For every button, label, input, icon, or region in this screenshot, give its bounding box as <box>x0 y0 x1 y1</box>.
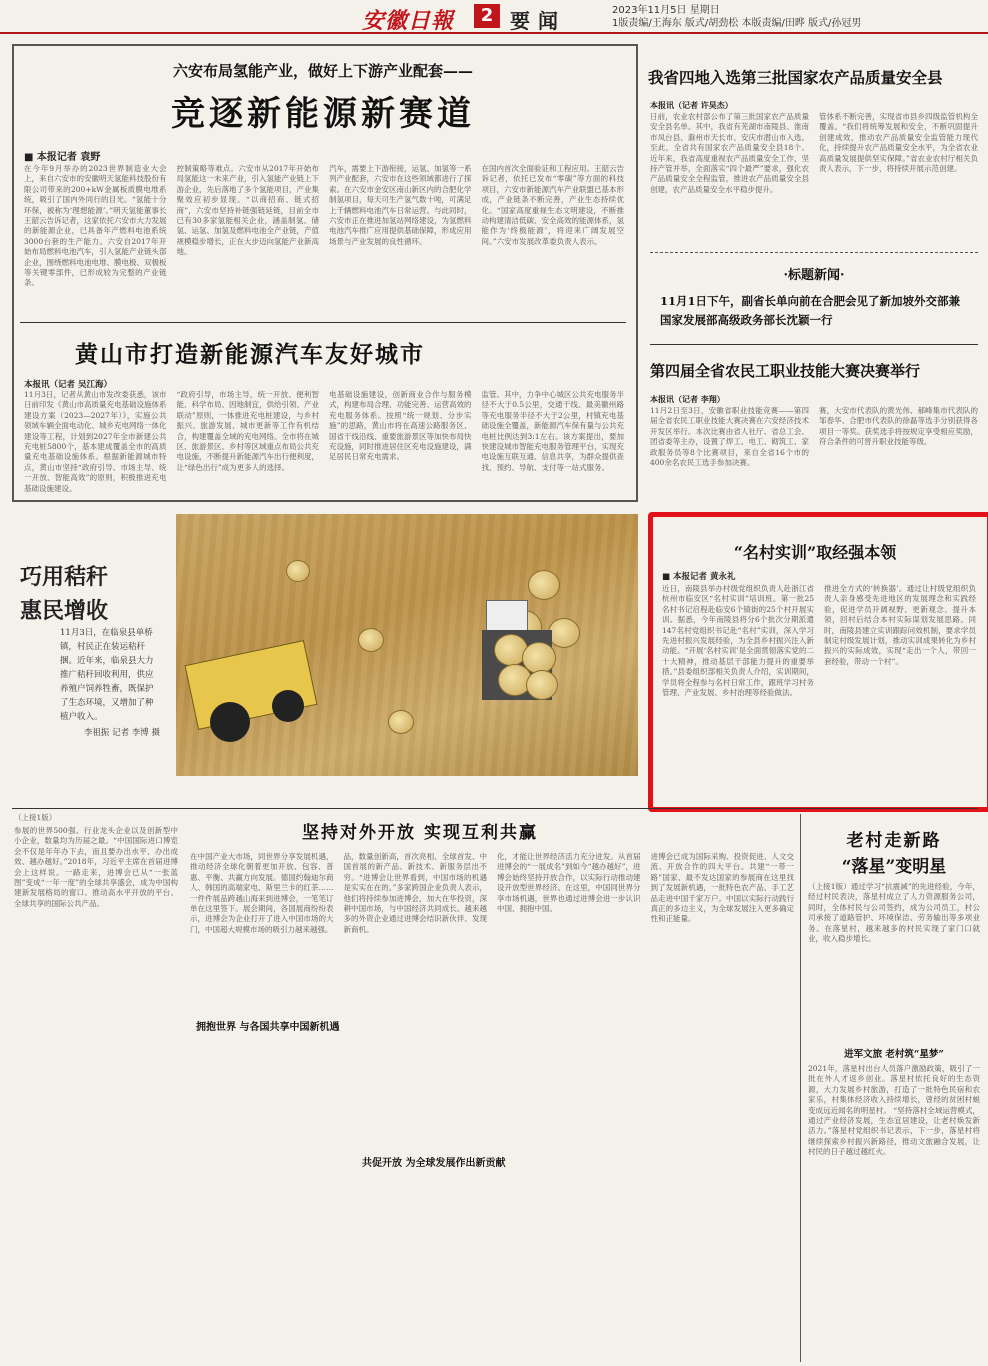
bottom-divider <box>12 808 978 809</box>
lead-story-title: 竞逐新能源新赛道 <box>171 94 475 134</box>
brief-news-rule <box>650 252 978 253</box>
quality-county-col-2: 管体系不断完善，实现省市县乡四级监管机构全覆盖。“我们将统筹发展和安全，不断巩固提升创建成效，推动农产品质量安全监管能力现代化，持续提升农产品质量安全水平，为全省农业高质量发展提供坚实保障。”省农业农村厅相关负责人表示，下一步，将持续开展示范创建。 <box>819 112 978 174</box>
village-subhead: 进军文旅 老村筑“星梦” <box>844 1049 944 1060</box>
huangshan-story-body <box>24 390 624 492</box>
opening-story-col-2: 在中国产业大市场，同世界分享发展机遇，推动经济全球化朝着更加开放、包容、普惠、平衡、共赢方向发展。德国约翰迪尔商人、韩国的高端家电、斯里兰卡的红茶……一件件展品跨越山海来到进博会，一笔笔订单在这里签下。展会期间，各国展商纷纷表示，进博会为企业打开了进入中国市场的大门，中国超大规模市场的吸引力越来越强。 <box>190 852 334 934</box>
featured-story-body <box>662 584 976 792</box>
huangshan-story-title: 黄山市打造新能源汽车友好城市 <box>75 341 425 368</box>
featured-story-col-2: 推进全方式的‘转换器’。通过让村级党组织负责人亲身感受先进地区的发展理念和实践经验，促进学员开阔视野、更新观念、提升本领，回村后结合本村实际谋划发展思路。同时，南陵县建立实训跟踪问效机制，要求学员制定村级发展计划，推动实训成果转化为乡村振兴的实际成效，实现“走出一个人，带回一套经验，带动一个村”。 <box>824 584 976 666</box>
village-story-col-1: （上接1版）通过学习“抗震减”的先进经验，今年，经过村民表决，落星村成立了人力资源服务公司，同时，全体村民与公司签约，成为公司员工，村公司承接了道路管护、环境保洁、劳务输出等多项业务。在落星村，越来越多的村民实现了家门口就业，收入稳步增长。 <box>808 882 980 944</box>
lead-story-col-4: 在国内首次全面验证和工程应用。王韶云告诉记者，依托已发布“零碳”等方面的科技项目，六安市新能源汽车产业联盟已基本形成，产业链条不断完善，产业生态持续优化。“国家高度重视生态文明建设，不断推动构建清洁低碳、安全高效的能源体系，氢能作为‘终极能源’，将迎来广阔发展空间。”六安市发展改革委负责人表示。 <box>481 164 624 246</box>
village-divider <box>800 814 801 1362</box>
quality-county-byline: 本报讯（记者 许昊杰） <box>650 101 733 110</box>
issue-date: 2023年11月5日 星期日 <box>612 5 720 16</box>
opening-story-col-5: 进博会已成为国际采购、投资促进、人文交流、开放合作的四大平台。共建“一带一路”国家、最不发达国家的参展商在这里找到了发展新机遇，一批特色农产品、手工艺品走进中国千家万户。中国以实际行动践行真正的多边主义，为全球发展注入更多确定性和正能量。 <box>650 852 794 924</box>
lead-story-divider <box>20 322 626 323</box>
skills-contest-col-2: 赛，大安市代表队的黄光伟、郝峰集市代表队的邹春华、合肥市代表队的徐磊等选手分别获得各项目一等奖。获奖选手将按规定享受相应奖励，符合条件的可晋升职业技能等级。 <box>819 406 978 447</box>
opening-story-body-right <box>190 852 794 1362</box>
village-story-para-3: “坚持落村全域运营模式，通过产业经济发展，生态宜居建设，让老村焕发新活力。”落星村党组织书记表示，下一步，落星村将继续探索乡村振兴新路径，推动文旅融合发展，让村民的日子越过越红火。 <box>808 1105 980 1157</box>
opening-story-col-4: 化，才能让世界经济活力充分迸发。从首届进博会的“一展成名”到如今“越办越好”，进博会始终坚持开放合作，以实际行动推动建设开放型世界经济。在这里，中国同世界分享市场机遇，世界也通过进博会进一步认识中国、拥抱中国。 <box>497 852 641 914</box>
huangshan-story-col-4: 监管。其中，力争中心城区公共充电服务半径不大于0.5公里，交通干线、最美徽州路等充电服务半径不大于2公里，村镇充电基础设施全覆盖，新能源汽车保有量与公共充电桩比例达到3:1左右。该方案提出，要加快建设城市智能充电服务管理平台，实现充电设施互联互通、信息共享，为群众提供查找、预约、导航、支付等一站式服务。 <box>481 390 624 472</box>
skills-contest-col-1: 11月2日至3日，安徽省职业技能竞赛——第四届全省农民工职业技能大赛决赛在六安经济技术开发区举行。本次比赛由省人社厅、省总工会、团省委等主办，设置了焊工、电工、砌筑工、家政服务员等8个比赛项目，来自全省16个市的400余名农民工选手参加决赛。 <box>650 406 809 468</box>
village-story-col-2 <box>808 1064 980 1362</box>
huangshan-story-byline: 本报讯（记者 吴江海） <box>24 380 112 390</box>
right-divider <box>650 344 978 345</box>
tractor-wheel <box>272 690 304 722</box>
photo-caption <box>60 626 160 740</box>
village-story-para-2: 2021年，落星村出台人员落户激励政策，吸引了一批在外人才返乡创业。落星村依托良好的生态资源，大力发展乡村旅游，打造了一批特色民宿和农家乐，村集体经济收入持续增长，曾经的贫困村蜕变成远近闻名的明星村。 <box>808 1064 980 1115</box>
photo-title-line-1: 巧用秸秆 <box>20 564 109 590</box>
newspaper-brand: 安徽日報 <box>362 8 455 34</box>
quality-county-body <box>650 112 978 232</box>
village-story-body <box>808 882 980 1042</box>
lead-story-byline: ■ 本报记者 袁野 <box>24 152 101 163</box>
dateline <box>612 4 982 30</box>
opening-story-col-3: 品，数量创新高，首次亮相、全球首发、中国首展的新产品、新技术、新服务层出不穷。“进博会让世界看到，中国市场的机遇是实实在在的。”多家跨国企业负责人表示，他们将持续参加进博会，加大在华投资，深耕中国市场，与中国经济共同成长。越来越多的外资企业通过进博会结识新伙伴、发现新商机。 <box>343 852 487 934</box>
featured-story-col-1: 近日，南陵县举办村级党组织负责人赴浙江省杭州市临安区“名村实训”培训班。第一批25名村书记启程赴临安6个镇街的25个村开展实训。据悉，今年南陵县将分6个批次分期派遣147名村党组织书记赴“名村”实训，深入学习先进村振兴发展经验，为全县乡村振兴注入新动能。“开展‘名村实训’是全面贯彻落实党的二十大精神，推动基层干部能力提升的重要举措。”县委组织部相关负责人介绍，实训期间，学员将全程参与名村日常工作，跟班学习村务管理、产业发展、乡村治理等经验做法。 <box>662 584 814 698</box>
village-story-title-1: 老村走新路 <box>846 831 942 851</box>
tractor-wheel <box>210 702 250 742</box>
brief-news-label: ·标题新闻· <box>650 264 978 283</box>
truck-cab <box>486 600 528 632</box>
village-story-body-2 <box>808 1064 980 1362</box>
page-number: 2 <box>474 4 500 28</box>
huangshan-story-col-3: 电基础设施建设，创新商业合作与服务模式，构建布局合理、功能完善、运营高效的充电服务体系。按照“统一规划、分步实施”的思路，黄山市将在高速公路服务区、国省干线沿线、重要旅游景区等加快布局快充设施，同时推进居住区充电设施建设，满足居民日常充电需求。 <box>329 390 472 462</box>
photo-credit: 李祖振 记者 李博 摄 <box>83 728 160 738</box>
huangshan-story-col-1: 11月3日，记者从黄山市发改委获悉，该市日前印发《黄山市高质量充电基础设施体系建设方案（2023—2027年）》，实施公共领域车辆全面电动化、城乡充电网络一体化建设等工程，计划到2027年全市新建公共充电桩5800个，基本建成覆盖全市的高质量充电基础设施体系。根据新能源城市特点，黄山市坚持“政府引导、市场主导、统一开放、智能高效”的原则，积极推进充电基础设施建设。 <box>24 390 167 492</box>
opening-story-title: 坚持对外开放 实现互利共赢 <box>302 823 538 843</box>
lead-story-body <box>24 164 624 312</box>
lead-story-col-1: 在今年9月举办的2023世界制造业大会上，来自六安市的安徽明天氢能科技股份有限公司带来的200+kW金属板质膜电堆系统，吸引了国内外同行的目光。“氢能十分环保，被称为‘理想能源’。”明天氢能董事长王韶云告诉记者，这家依托六安市大力发展的新能源企业，已具备年产燃料电池系统3000台套的生产能力。六安自2017年开始布局燃料电池汽车，引入氢能产业链头部企业，围绕燃料电池电堆、膜电极、双极板等关键零部件，已形成较为完整的产业链条。 <box>24 164 167 288</box>
skills-contest-body <box>650 406 978 502</box>
opening-subhead-1: 拥抱世界 与各国共享中国新机遇 <box>196 1016 346 1035</box>
quality-county-title: 我省四地入选第三批国家农产品质量安全县 <box>648 68 943 87</box>
lead-story-col-2: 控制策略等难点。六安市从2017年开始布局氢能这一未来产业，引入氢能产业链上下游企业，先后落地了多个氢能项目，产业集聚效应初步显现。“以商招商、链式招商”，六安市坚持补链强链延链，目前全市已有30多家氢能相关企业，涵盖制氢、储氢、运氢、加氢及燃料电池全产业链，产值规模稳步增长，正在大步迈向氢能产业新高地。 <box>176 164 319 257</box>
skills-contest-title: 第四届全省农民工职业技能大赛决赛举行 <box>650 362 921 380</box>
editor-credits: 1版责编/王海东 版式/胡劲松 本版责编/田晔 版式/孙冠男 <box>612 18 862 29</box>
opening-subhead-2: 共促开放 为全球发展作出新贡献 <box>362 1152 522 1171</box>
straw-bale-photo <box>176 514 638 776</box>
photo-caption-text: 11月3日，在临泉县单桥镇，村民正在装运秸秆捆。近年来，临泉县大力推广秸秆回收利用，供应养殖户饲养牲畜，既保护了生态环境，又增加了种植户收入。 <box>60 628 154 722</box>
featured-story-title: “名村实训”取经强本领 <box>733 543 897 562</box>
brief-news-text: 11月1日下午，副省长单向前在合肥会见了新加坡外交部兼国家发展部高级政务部长沈颖一行 <box>660 294 961 327</box>
lead-story-col-3: 汽车，需要上下游衔接，运氢、加氢等一系列产业配套，六安市在这些领域都进行了探索。在六安市金安区南山新区内的合肥化学制氢项目，每天可生产氢气数十吨，可满足上千辆燃料电池汽车日常运营。与此同时，六安市正在推进加氢站网络建设，为氢燃料电池汽车推广应用提供基础保障，形成应用场景与产业发展的良性循环。 <box>329 164 472 246</box>
photo-title-line-2: 惠民增收 <box>20 598 109 624</box>
photo-title-block <box>20 560 160 628</box>
featured-story-byline: ■ 本报记者 黄永礼 <box>662 572 736 582</box>
section-name: 要闻 <box>510 9 566 33</box>
skills-contest-byline: 本报讯（记者 李翔） <box>650 395 725 404</box>
village-story-title-2: “落星”变明星 <box>841 857 947 877</box>
quality-county-col-1: 日前，农业农村部公布了第三批国家农产品质量安全县名单。其中，我省有芜湖市南陵县、淮南市凤台县、滁州市天长市、安庆市潜山市入选。至此，全省共有国家农产品质量安全县18个。近年来，我省高度重视农产品质量安全工作，坚持产管并举，全面落实“四个最严”要求，强化农产品质量安全全程监管，推进农产品质量安全县创建，农产品质量安全水平稳步提升。 <box>650 112 809 194</box>
opening-continued-label: （上接1版） <box>14 813 57 822</box>
huangshan-story-col-2: “政府引导，市场主导，统一开放、便利智能、科学布局、因地制宜，供给引领、产业联动”原则，一体推进充电桩建设，与乡村振兴、旅游发展、城市更新等工作有机结合，构建覆盖全域的充电网络。全市将在城区、旅游景区、乡村等区域重点布局公共充电设施，不断提升新能源汽车出行便利度，让“绿色出行”成为更多人的选择。 <box>176 390 319 472</box>
opening-story-body <box>14 826 178 1362</box>
opening-story-col-1: 参展的世界500强、行业龙头企业以及创新型中小企业，数量均为历届之最。“中国国际进口博览会不仅是年年办下去，而且要办出水平、办出成效、越办越好。”2018年，习近平主席在首届进博会上这样说。一路走来，进博会已从“一张蓝图”变成“一年一度”的全球共享盛会，成为中国构建新发展格局的窗口、推动高水平开放的平台、全球共享的国际公共产品。 <box>14 826 178 908</box>
lead-story-kicker: 六安布局氢能产业，做好上下游产业配套—— <box>172 62 473 80</box>
